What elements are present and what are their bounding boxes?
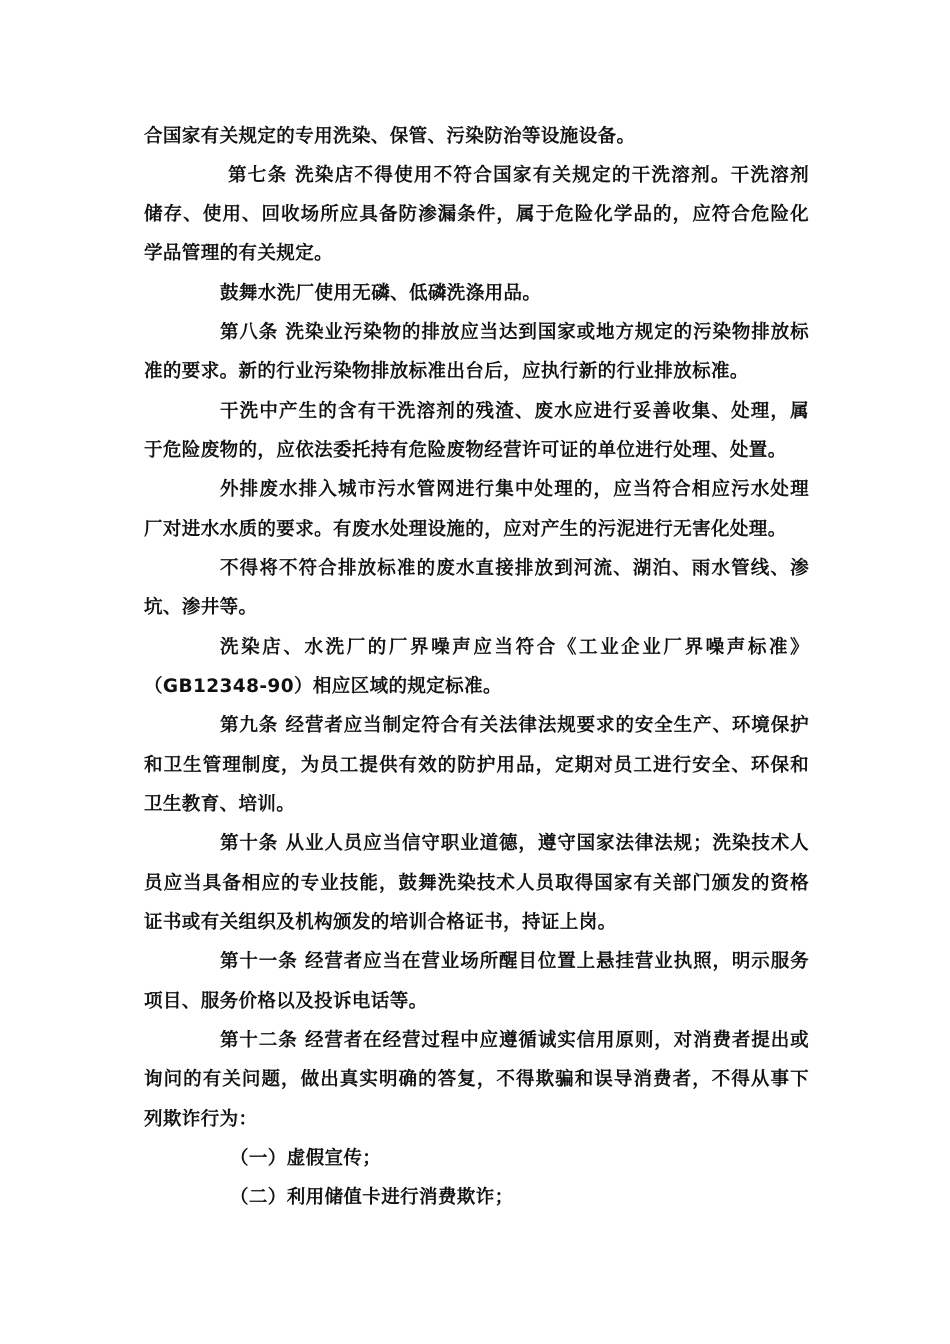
text-line: 干洗中产生的含有干洗溶剂的残渣、废水应进行妥善收集、处理，属 (220, 401, 809, 422)
list-item: （一）虚假宣传； (230, 1148, 382, 1169)
text-line: 列欺诈行为： (144, 1109, 258, 1130)
text-line: 询问的有关问题，做出真实明确的答复，不得欺骗和误导消费者，不得从事下 (144, 1069, 809, 1090)
text-line: 第十二条 经营者在经营过程中应遵循诚实信用原则，对消费者提出或 (220, 1030, 809, 1051)
text-line: 外排废水排入城市污水管网进行集中处理的，应当符合相应污水处理 (220, 479, 809, 500)
text-line: 卫生教育、培训。 (144, 794, 296, 815)
text-line: 证书或有关组织及机构颁发的培训合格证书，持证上岗。 (144, 912, 617, 933)
text-line: 鼓舞水洗厂使用无磷、低磷洗涤用品。 (220, 283, 542, 304)
text-line: 第八条 洗染业污染物的排放应当达到国家或地方规定的污染物排放标 (220, 322, 809, 343)
text-line: 第十一条 经营者应当在营业场所醒目位置上悬挂营业执照，明示服务 (220, 951, 809, 972)
text-line: 第九条 经营者应当制定符合有关法律法规要求的安全生产、环境保护 (220, 715, 809, 736)
text-line: 学品管理的有关规定。 (144, 243, 334, 264)
text-line: （GB12348-90）相应区域的规定标准。 (144, 676, 502, 697)
text-line: 坑、渗井等。 (144, 597, 258, 618)
text-line: 于危险废物的，应依法委托持有危险废物经营许可证的单位进行处理、处置。 (144, 440, 787, 461)
text-line: 厂对进水水质的要求。有废水处理设施的，应对产生的污泥进行无害化处理。 (144, 519, 787, 540)
text-line: 不得将不符合排放标准的废水直接排放到河流、湖泊、雨水管线、渗 (220, 558, 809, 579)
text-line: 合国家有关规定的专用洗染、保管、污染防治等设施设备。 (144, 126, 636, 147)
list-item: （二）利用储值卡进行消费欺诈； (230, 1187, 514, 1208)
text-line: 员应当具备相应的专业技能，鼓舞洗染技术人员取得国家有关部门颁发的资格 (144, 873, 809, 894)
text-line: 和卫生管理制度，为员工提供有效的防护用品，定期对员工进行安全、环保和 (144, 755, 809, 776)
text-line: 洗染店、水洗厂的厂界噪声应当符合《工业企业厂界噪声标准》 (220, 637, 809, 658)
text-line: 储存、使用、回收场所应具备防渗漏条件，属于危险化学品的，应符合危险化 (144, 204, 809, 225)
text-line: 第十条 从业人员应当信守职业道德，遵守国家法律法规；洗染技术人 (220, 833, 809, 854)
text-line: 准的要求。新的行业污染物排放标准出台后，应执行新的行业排放标准。 (144, 361, 749, 382)
text-line: 项目、服务价格以及投诉电话等。 (144, 991, 428, 1012)
text-line: 第七条 洗染店不得使用不符合国家有关规定的干洗溶剂。干洗溶剂 (228, 165, 809, 186)
